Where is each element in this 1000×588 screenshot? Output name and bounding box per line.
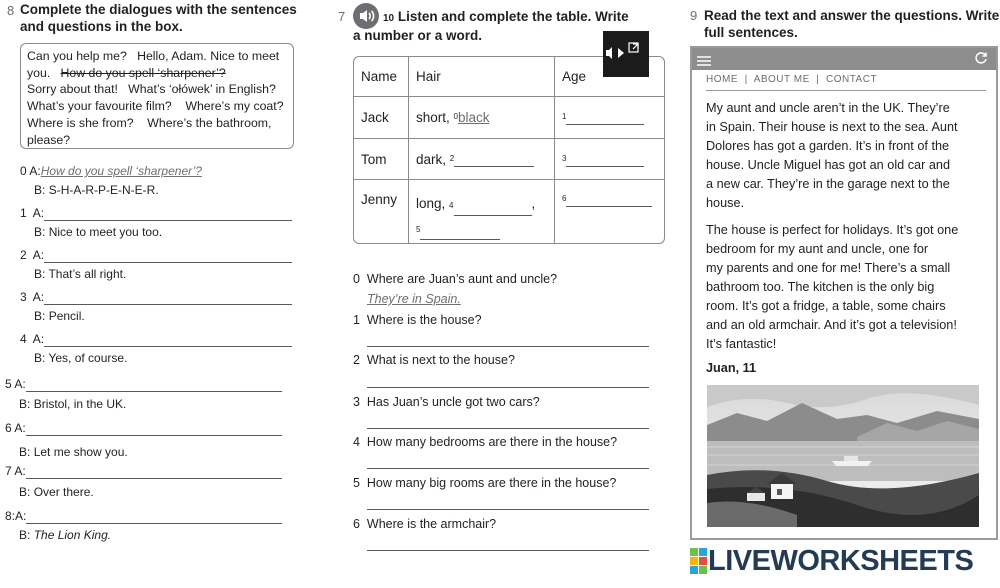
word-box: Can you help me? Hello, Adam. Nice to meet you. How do you spell ‘sharpener’? Sorry about that! What’s ‘ołówek’ in English? What’s your favourite film? Where’s my coat? Where is she from? Where’s the bathroom, please? [20,43,294,149]
dialogue-0-b: B: S-H-A-R-P-E-N-E-R. [34,183,159,197]
answer-line-q3[interactable] [367,428,649,429]
answer-line-4[interactable] [44,334,292,347]
question-4: 4 How many bedrooms are there in the house? [353,435,618,449]
dialogue-3: 3 A: [20,290,292,305]
table-row: Jenny long, $^4$ , $^5$ $^6$ [354,180,664,243]
answer-line-5[interactable] [26,379,282,392]
nav-about[interactable]: ABOUT ME [753,74,810,85]
logo-mark-icon [690,548,708,576]
dialogue-1-b: B: Nice to meet you too. [34,225,163,239]
audio-player[interactable] [603,31,649,77]
dialogue-4-b: B: Yes, of course. [34,351,128,365]
dialogue-8: 8:A: [5,509,282,524]
answer-line-q2[interactable] [367,387,649,388]
paragraph-1: My aunt and uncle aren’t in the UK. They’re in Spain. Their house is next to the sea. Aunt Dolores has got a garden. It’s in front of the house. Uncle Miguel has got an old car and a new car. They’re in the garage next to the house. [706,101,958,210]
hair-input-2[interactable] [454,154,534,167]
answer-line-2[interactable] [44,250,292,263]
answer-line-q1[interactable] [367,346,649,347]
answer-line-6[interactable] [26,423,282,436]
ex8-title: Complete the dialogues with the sentences and questions in the box. [20,2,297,34]
answer-line-8[interactable] [26,511,282,524]
answer-line-q6[interactable] [367,550,649,551]
question-5: 5 How many big rooms are there in the house? [353,476,617,490]
dialogue-5-b: B: Bristol, in the UK. [19,397,127,411]
refresh-icon[interactable] [974,51,988,70]
liveworksheets-logo: LIVEWORKSHEETS [690,545,973,578]
question-0-answer: They’re in Spain. [367,292,461,306]
ex7-title-line2: a number or a word. [353,28,483,43]
answer-line-3[interactable] [44,292,292,305]
nav-home[interactable]: HOME [706,74,738,85]
question-3: 3 Has Juan’s uncle got two cars? [353,395,540,409]
blog-panel [690,46,998,540]
question-2: 2 What is next to the house? [353,353,515,367]
dialogue-3-b: B: Pencil. [34,309,85,323]
ex7-title-line1: 10 Listen and complete the table. Write [383,9,629,24]
audio-icon[interactable] [353,3,379,29]
age-input-6[interactable] [566,194,652,207]
ex8-number: 8 [7,3,15,18]
answer-line-q5[interactable] [367,509,649,510]
dialogue-6: 6 A: [5,421,282,436]
header-hair: Hair [409,57,555,97]
dialogue-4: 4 A: [20,332,292,347]
answer-line-q4[interactable] [367,468,649,469]
nav-contact[interactable]: CONTACT [825,74,878,85]
answer-line-7[interactable] [26,466,282,479]
ex9-number: 9 [690,8,698,23]
dialogue-6-b: B: Let me show you. [19,445,128,459]
menu-icon[interactable] [697,53,711,71]
dialogue-7: 7 A: [5,464,282,479]
used-phrase: How do you spell ‘sharpener’? [60,65,226,80]
dialogue-7-b: B: Over there. [19,485,94,499]
header-age: Age [555,57,664,97]
track-number: 10 [383,13,395,24]
question-0: 0 Where are Juan’s aunt and uncle? [353,272,558,286]
browser-bar [692,48,996,70]
question-6: 6 Where is the armchair? [353,517,497,531]
age-input-1[interactable] [566,112,644,125]
question-1: 1 Where is the house? [353,313,482,327]
nav-divider [706,90,986,91]
answer-line-1[interactable] [44,208,292,221]
table-row: Tom dark, $^2$ $^3$ [354,139,664,180]
signature: Juan, 11 [706,361,757,375]
hair-input-4[interactable] [454,203,532,216]
example-answer: How do you spell ‘sharpener’? [40,164,202,178]
dialogue-2-b: B: That’s all right. [34,267,127,281]
example-answer: black [457,110,490,126]
seaside-house-illustration [707,385,979,527]
ex7-number: 7 [338,9,346,24]
listening-table [353,56,665,244]
ex9-title: Read the text and answer the questions. Write full sentences. [704,8,1000,40]
dialogue-8-b: B: The Lion King. [19,528,112,542]
dialogue-2: 2 A: [20,248,292,263]
header-name: Name [354,57,409,97]
dialogue-5: 5 A: [5,377,282,392]
table-row: Jack short, $^0$black $^1$ [354,97,664,138]
blog-nav: HOME | ABOUT ME | CONTACT [706,74,878,85]
age-input-3[interactable] [566,154,644,167]
hair-input-5[interactable] [420,227,500,240]
dialogue-0: 0 A:How do you spell ‘sharpener’? [20,164,202,178]
paragraph-2: The house is perfect for holidays. It’s got one bedroom for my aunt and uncle, one for my parents and one for me! There’s a small bathroom too. The kitchen is the only big room. It’s got a fridge, a table, some chairs and an old armchair. And it’s got a television! It’s fantastic! [706,223,959,351]
dialogue-1: 1 A: [20,206,292,221]
